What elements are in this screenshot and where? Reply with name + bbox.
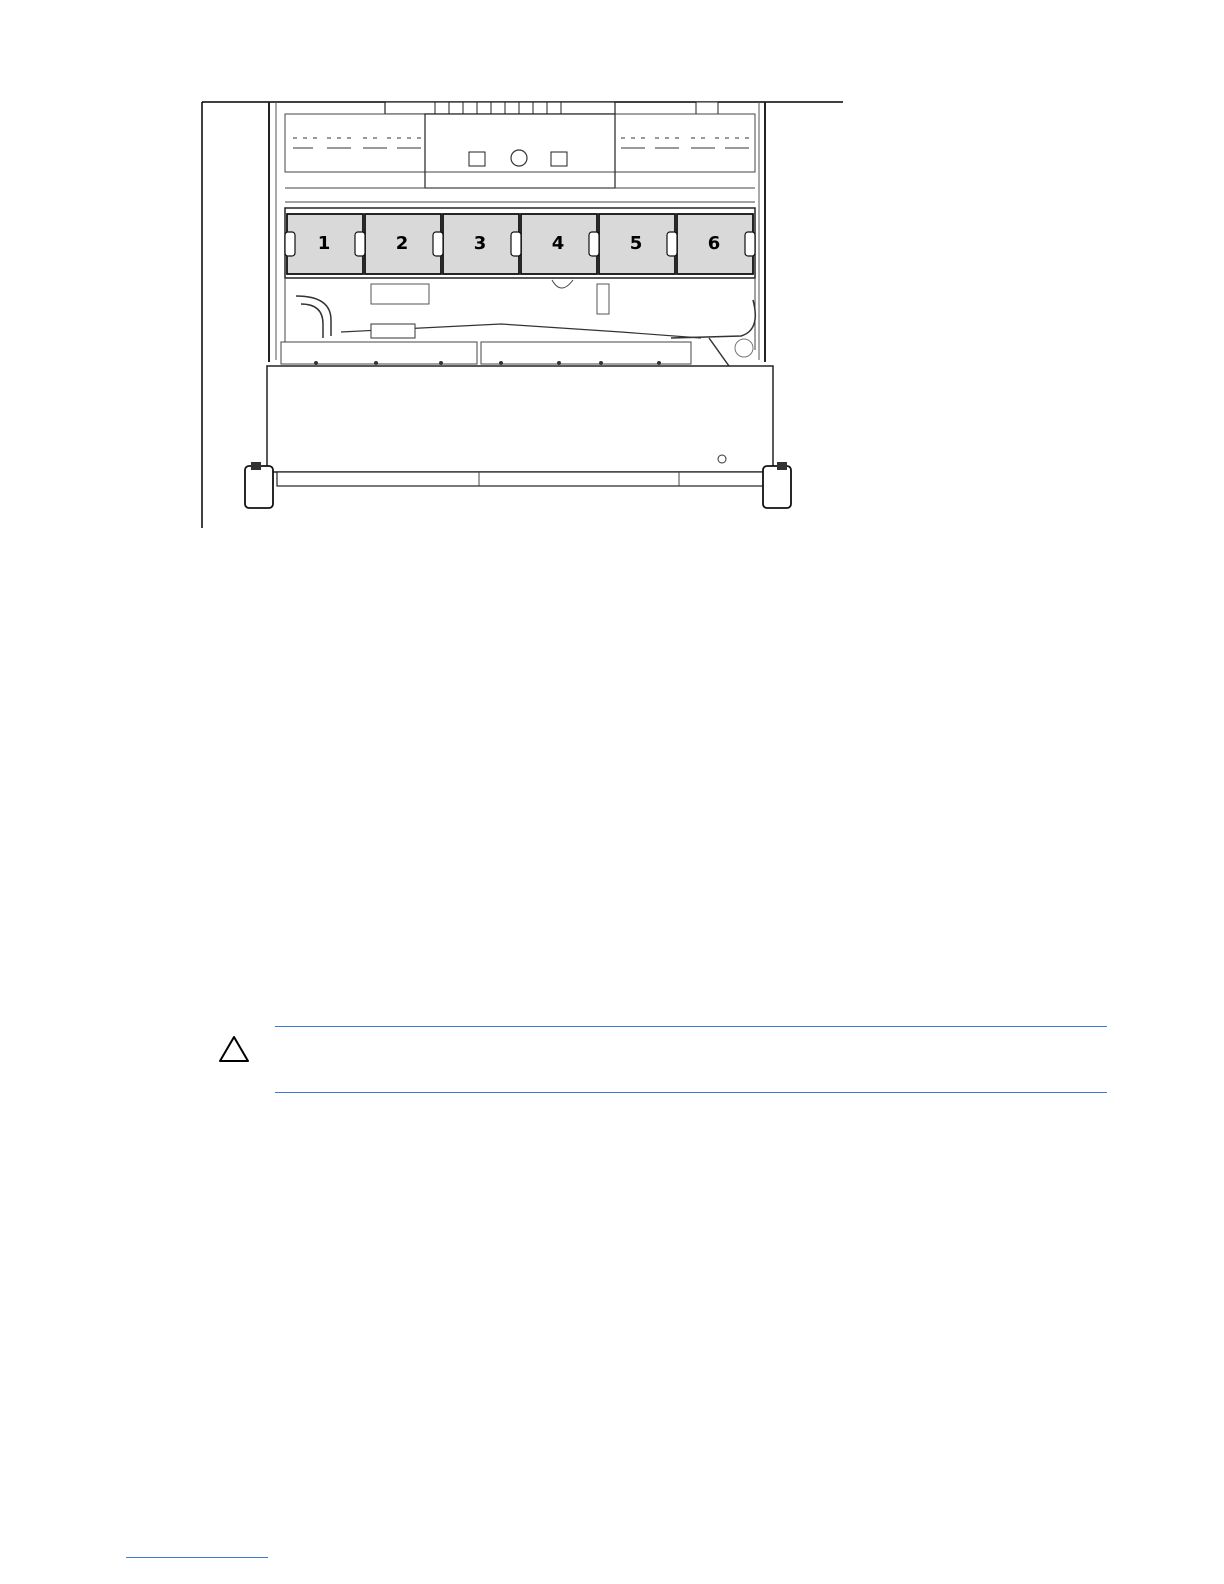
fan-label-1: 1 bbox=[317, 233, 331, 254]
fan-label-6: 6 bbox=[707, 233, 721, 254]
caution-triangle-icon bbox=[218, 1034, 250, 1064]
figure-illustration bbox=[201, 100, 851, 530]
caution-notice bbox=[218, 1026, 1108, 1096]
fan-label-5: 5 bbox=[629, 233, 643, 254]
fan-label-3: 3 bbox=[473, 233, 487, 254]
footer-rule bbox=[126, 1557, 268, 1558]
chassis-diagram bbox=[201, 100, 851, 530]
fan-label-4: 4 bbox=[551, 233, 565, 254]
fan-label-2: 2 bbox=[395, 233, 409, 254]
caution-top-rule bbox=[275, 1026, 1107, 1027]
caution-bottom-rule bbox=[275, 1092, 1107, 1093]
